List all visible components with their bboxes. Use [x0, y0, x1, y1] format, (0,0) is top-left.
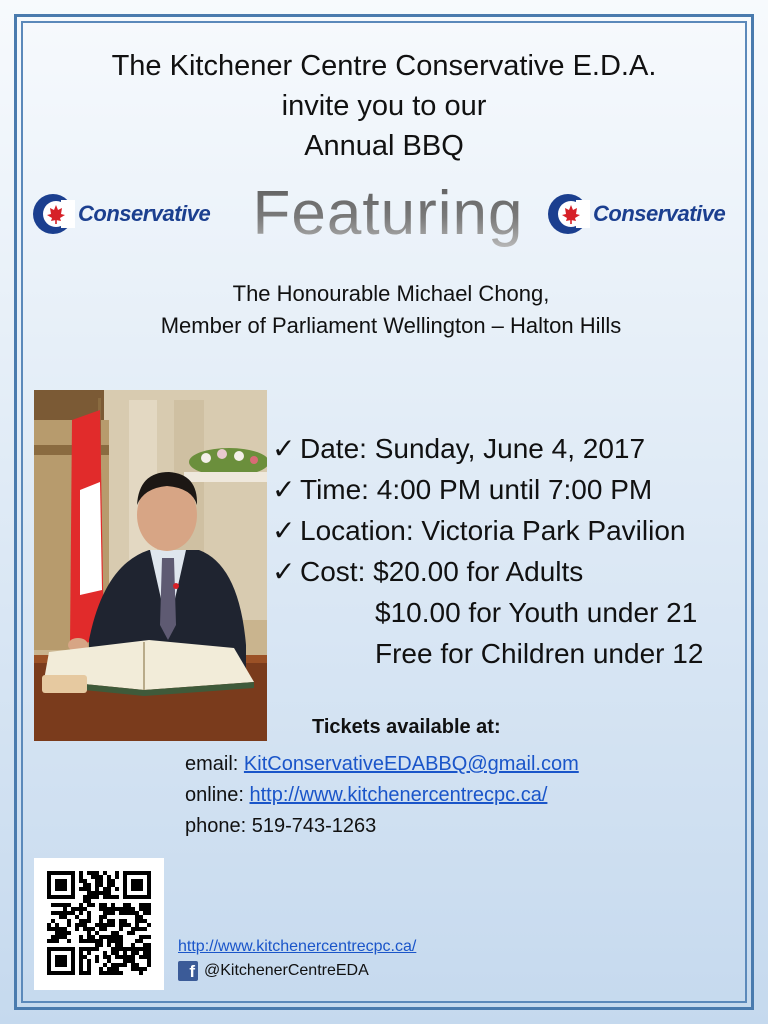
qr-code-icon: [34, 858, 164, 990]
detail-cost: [272, 551, 703, 592]
conservative-logo-left: [31, 192, 210, 236]
invitation-header: [0, 46, 768, 166]
facebook-handle: @KitchenerCentreEDA: [204, 962, 369, 979]
footer-facebook[interactable]: [178, 961, 369, 981]
guest-speaker: [0, 278, 768, 342]
guest-photo: [34, 390, 267, 741]
logo-wordmark: Conservative: [78, 201, 211, 226]
online-label: online:: [185, 784, 250, 806]
check-icon: ✓: [272, 515, 296, 546]
guest-name: The Honourable Michael Chong,: [232, 281, 550, 306]
header-line-3: Annual BBQ: [304, 130, 464, 162]
guest-title: Member of Parliament Wellington – Halton Hills: [160, 313, 622, 338]
conservative-logo-right: [546, 192, 725, 236]
qr-code[interactable]: [34, 858, 164, 990]
detail-time-text: Time: 4:00 PM until 7:00 PM: [300, 474, 653, 505]
detail-cost-children: Free for Children under 12: [375, 638, 704, 669]
featuring-title: Featuring: [238, 178, 538, 250]
check-icon: ✓: [272, 556, 296, 587]
ticket-contacts: [185, 749, 579, 842]
detail-date-text: Date: Sunday, June 4, 2017: [300, 433, 646, 464]
contact-email-row: [185, 749, 579, 780]
website-link[interactable]: http://www.kitchenercentrecpc.ca/: [249, 784, 548, 806]
contact-online-row: [185, 780, 579, 811]
contact-phone: phone: 519-743-1263: [185, 815, 377, 837]
footer-website-link[interactable]: http://www.kitchenercentrecpc.ca/: [178, 938, 417, 955]
check-icon: ✓: [272, 433, 296, 464]
header-line-2: invite you to our: [281, 90, 487, 122]
conservative-logo-icon: [31, 192, 75, 236]
email-link[interactable]: KitConservativeEDABBQ@gmail.com: [243, 753, 579, 775]
event-details: [272, 428, 703, 674]
check-icon: ✓: [272, 474, 296, 505]
facebook-icon: f: [178, 961, 198, 981]
detail-cost-text: Cost: $20.00 for Adults: [300, 556, 584, 587]
detail-date: [272, 428, 703, 469]
detail-location: [272, 510, 703, 551]
tickets-title: Tickets available at:: [312, 716, 501, 738]
header-line-1: The Kitchener Centre Conservative E.D.A.: [111, 50, 657, 82]
detail-cost-youth: $10.00 for Youth under 21: [375, 597, 698, 628]
conservative-logo-icon: [546, 192, 590, 236]
detail-time: [272, 469, 703, 510]
logo-wordmark: Conservative: [593, 201, 726, 226]
email-label: email:: [185, 753, 244, 775]
detail-location-text: Location: Victoria Park Pavilion: [300, 515, 686, 546]
